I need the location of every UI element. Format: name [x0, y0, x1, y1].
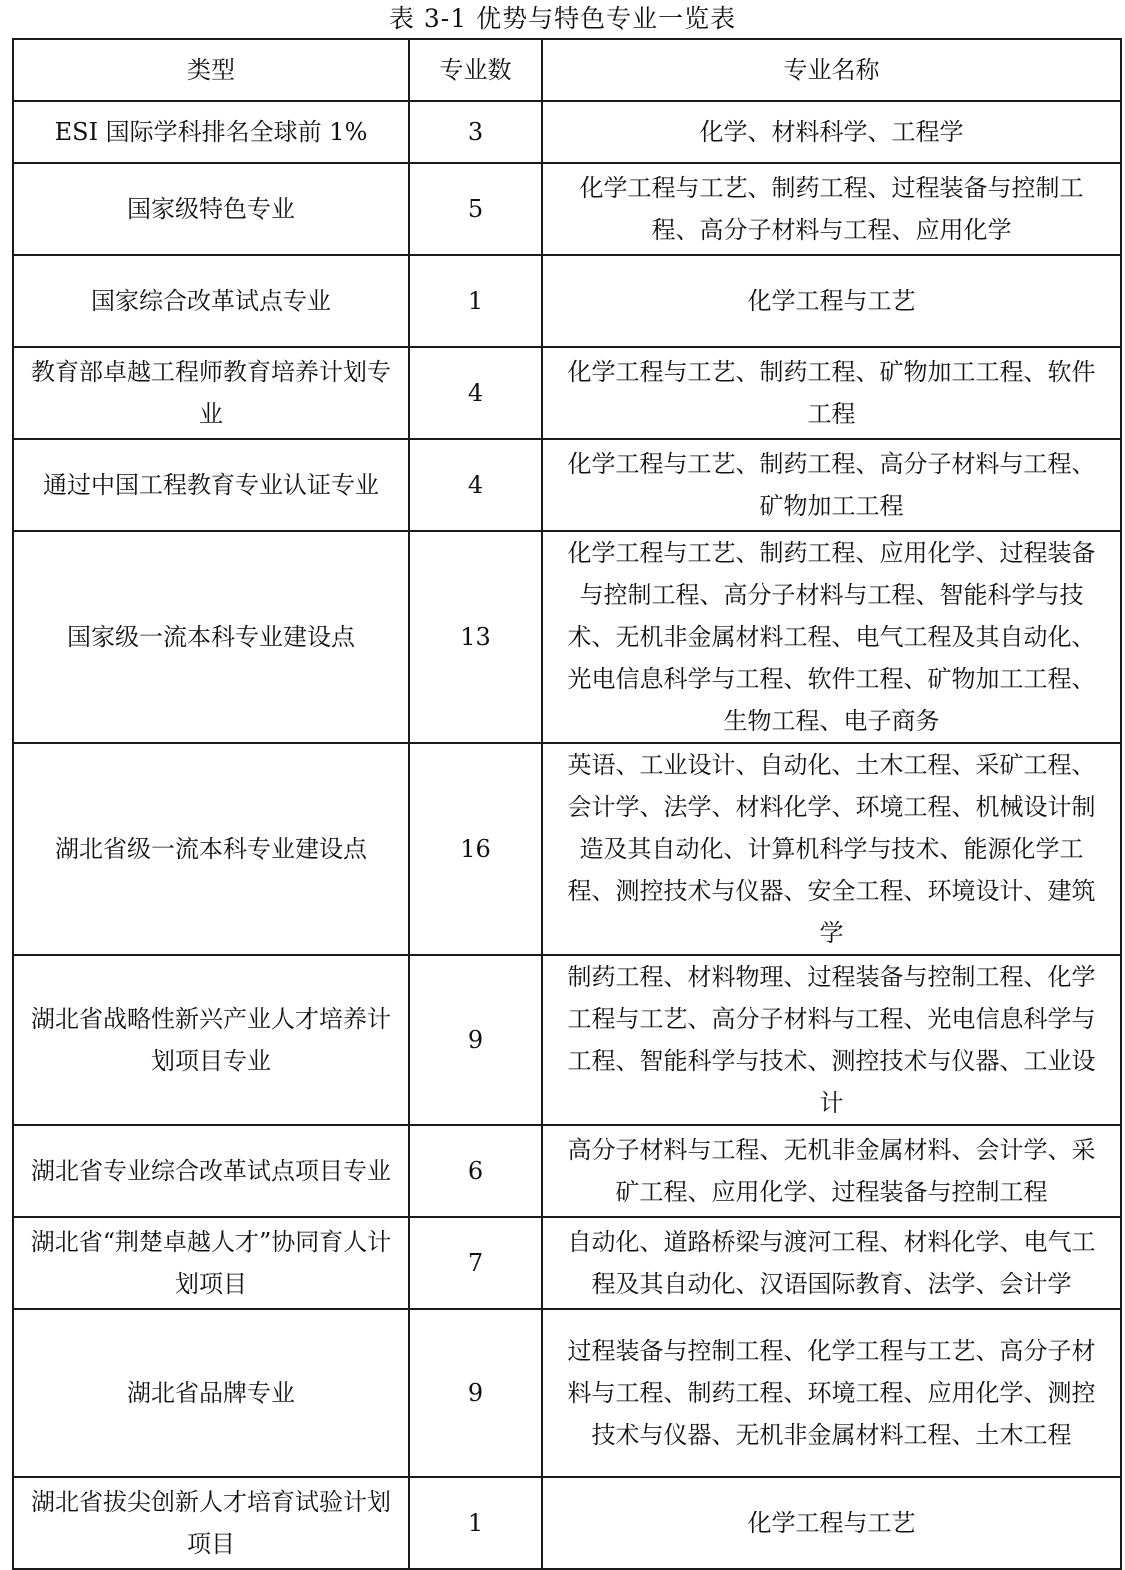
table-caption: 表 3-1 优势与特色专业一览表: [388, 4, 737, 33]
cell-names: 化学工程与工艺、制药工程、高分子材料与工程、矿物加工工程: [542, 439, 1121, 531]
cell-count: 6: [409, 1125, 542, 1217]
table-row: [13, 743, 1121, 955]
cell-names: 英语、工业设计、自动化、土木工程、采矿工程、会计学、法学、材料化学、环境工程、机械设计制造及其自动化、计算机科学与技术、能源化学工程、测控技术与仪器、安全工程、环境设计、建筑学: [542, 743, 1121, 955]
cell-type: 通过中国工程教育专业认证专业: [13, 439, 409, 531]
cell-names: 化学工程与工艺、制药工程、过程装备与控制工程、高分子材料与工程、应用化学: [542, 163, 1121, 255]
table-row: [13, 101, 1121, 163]
table-row: [13, 955, 1121, 1125]
table-row: [13, 531, 1121, 743]
header-names: 专业名称: [542, 39, 1121, 101]
cell-names: 化学工程与工艺: [542, 1477, 1121, 1569]
cell-names: 自动化、道路桥梁与渡河工程、材料化学、电气工程及其自动化、汉语国际教育、法学、会计学: [542, 1217, 1121, 1309]
cell-names: 过程装备与控制工程、化学工程与工艺、高分子材料与工程、制药工程、环境工程、应用化学、测控技术与仪器、无机非金属材料工程、土木工程: [542, 1309, 1121, 1477]
header-type: 类型: [13, 39, 409, 101]
cell-type: 湖北省级一流本科专业建设点: [13, 743, 409, 955]
table-row: [13, 163, 1121, 255]
table-row: [13, 255, 1121, 347]
cell-type: 湖北省战略性新兴产业人才培养计划项目专业: [13, 955, 409, 1125]
cell-count: 13: [409, 531, 542, 743]
cell-names: 高分子材料与工程、无机非金属材料、会计学、采矿工程、应用化学、过程装备与控制工程: [542, 1125, 1121, 1217]
header-count: 专业数: [409, 39, 542, 101]
cell-count: 9: [409, 955, 542, 1125]
table-header-row: [13, 39, 1121, 101]
cell-names: 制药工程、材料物理、过程装备与控制工程、化学工程与工艺、高分子材料与工程、光电信息科学与工程、智能科学与技术、测控技术与仪器、工业设计: [542, 955, 1121, 1125]
cell-type: 教育部卓越工程师教育培养计划专业: [13, 347, 409, 439]
cell-names: 化学、材料科学、工程学: [542, 101, 1121, 163]
cell-count: 7: [409, 1217, 542, 1309]
cell-type: 国家级一流本科专业建设点: [13, 531, 409, 743]
cell-count: 5: [409, 163, 542, 255]
cell-count: 16: [409, 743, 542, 955]
cell-names: 化学工程与工艺、制药工程、矿物加工工程、软件工程: [542, 347, 1121, 439]
cell-count: 1: [409, 1477, 542, 1569]
cell-type: 国家综合改革试点专业: [13, 255, 409, 347]
table-row: [13, 1477, 1121, 1569]
cell-names: 化学工程与工艺、制药工程、应用化学、过程装备与控制工程、高分子材料与工程、智能科学与技术、无机非金属材料工程、电气工程及其自动化、光电信息科学与工程、软件工程、矿物加工工程、生物工程、电子商务: [542, 531, 1121, 743]
cell-names: 化学工程与工艺: [542, 255, 1121, 347]
cell-count: 4: [409, 347, 542, 439]
table-row: [13, 1125, 1121, 1217]
cell-type: ESI 国际学科排名全球前 1%: [13, 101, 409, 163]
cell-count: 3: [409, 101, 542, 163]
cell-count: 1: [409, 255, 542, 347]
majors-table: [12, 38, 1122, 1570]
cell-type: 湖北省拔尖创新人才培育试验计划项目: [13, 1477, 409, 1569]
table-row: [13, 347, 1121, 439]
table-row: [13, 439, 1121, 531]
cell-count: 4: [409, 439, 542, 531]
cell-count: 9: [409, 1309, 542, 1477]
cell-type: 湖北省专业综合改革试点项目专业: [13, 1125, 409, 1217]
cell-type: 湖北省“荆楚卓越人才”协同育人计划项目: [13, 1217, 409, 1309]
cell-type: 国家级特色专业: [13, 163, 409, 255]
cell-type: 湖北省品牌专业: [13, 1309, 409, 1477]
table-row: [13, 1309, 1121, 1477]
table-row: [13, 1217, 1121, 1309]
